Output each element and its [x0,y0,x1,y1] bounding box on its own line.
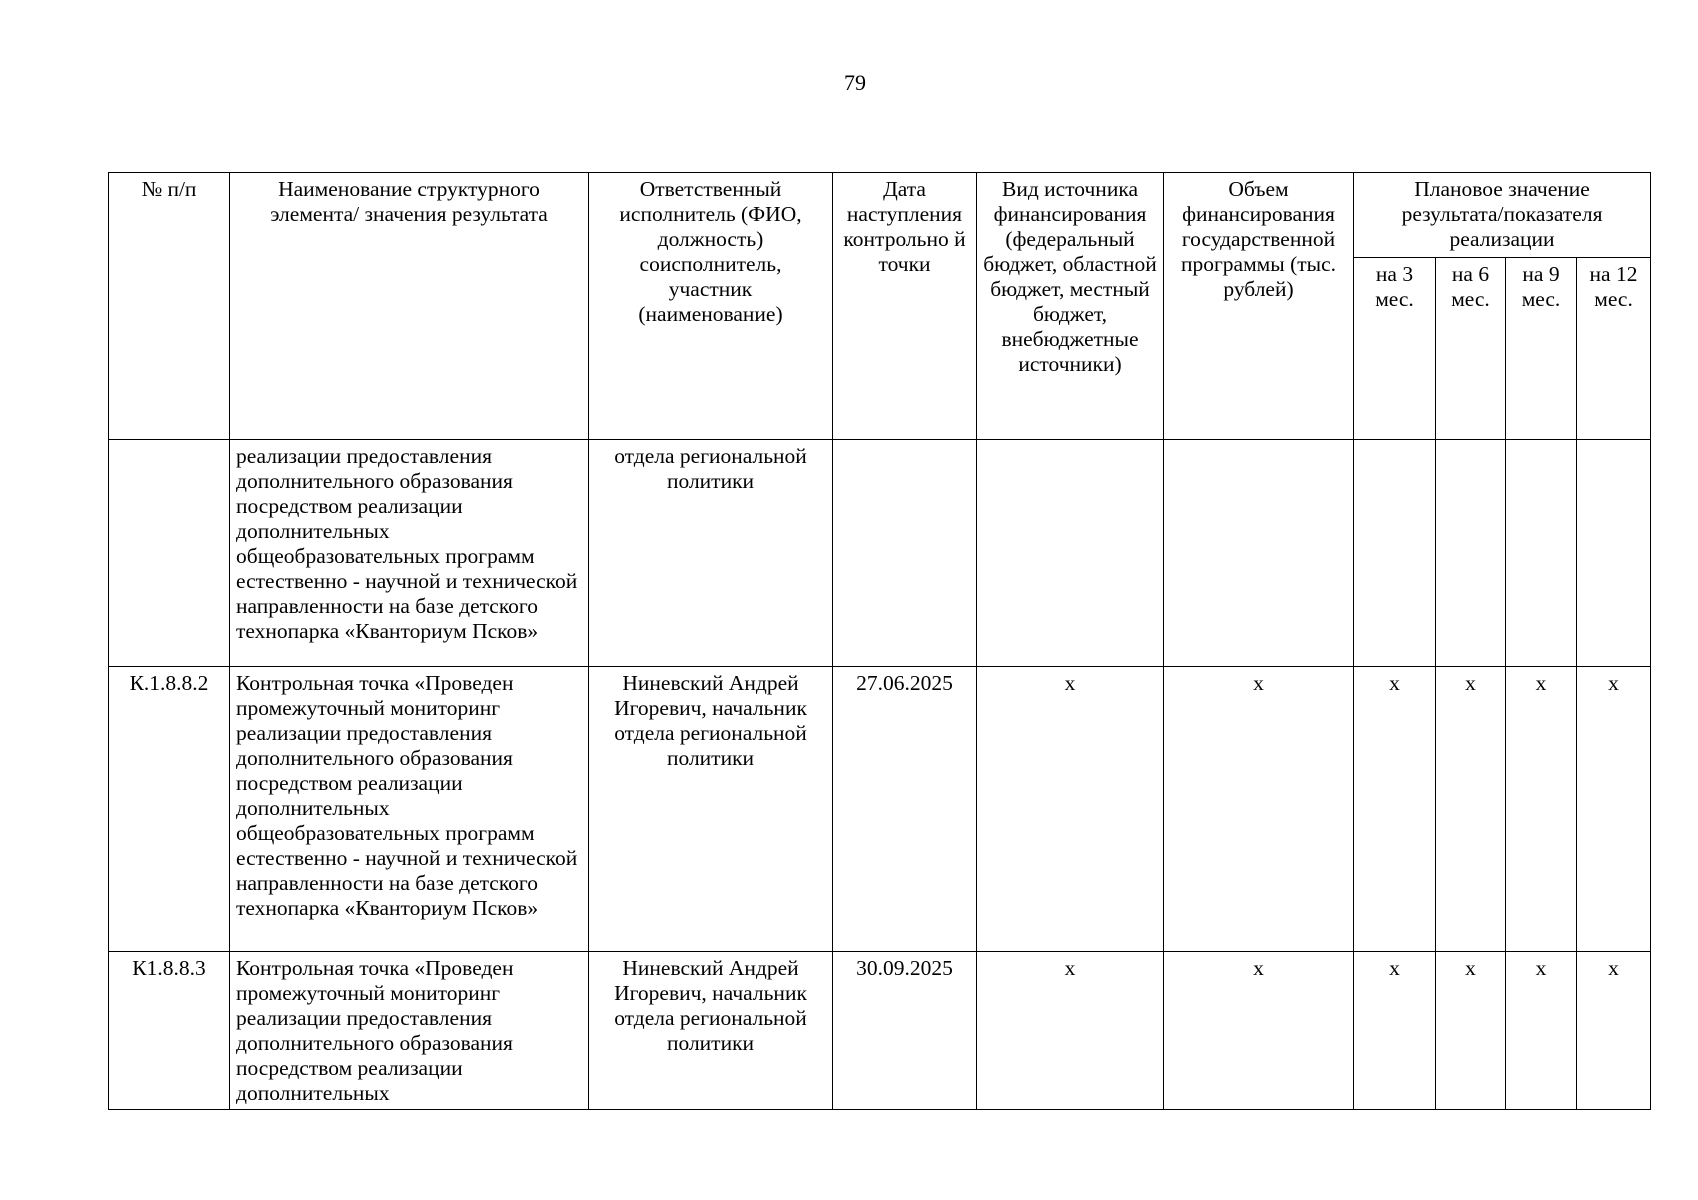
cell-m3: х [1354,667,1436,952]
header-volume: Объем финансирования государственной программы (тыс. рублей) [1164,173,1354,440]
cell-m6: х [1436,667,1506,952]
cell-m12: х [1577,667,1651,952]
cell-m12: х [1577,952,1651,1110]
cell-executor: Ниневский Андрей Игоревич, начальник отдела региональной политики [589,667,833,952]
cell-m9: х [1506,952,1577,1110]
cell-name: реализации предоставления дополнительного образования посредством реализации дополнительных общеобразовательных программ естественно - научной и технической направленности на базе детского технопарка «Кванториум Псков» [230,440,589,667]
header-date: Дата наступления контрольно й точки [833,173,977,440]
header-name: Наименование структурного элемента/ значения результата [230,173,589,440]
header-executor: Ответственный исполнитель (ФИО, должность) соисполнитель, участник (наименование) [589,173,833,440]
cell-num: К1.8.8.3 [109,952,230,1110]
cell-m3 [1354,440,1436,667]
cell-source: х [977,952,1164,1110]
cell-m9 [1506,440,1577,667]
cell-volume [1164,440,1354,667]
cell-name: Контрольная точка «Проведен промежуточный мониторинг реализации предоставления дополнительного образования посредством реализации дополнительных общеобразовательных программ естественно - научной и технической направленности на базе детского технопарка «Кванториум Псков» [230,667,589,952]
cell-m6 [1436,440,1506,667]
header-plan: Плановое значение результата/показателя реализации [1354,173,1651,258]
cell-volume: х [1164,667,1354,952]
page-number: 79 [844,70,866,95]
cell-date: 27.06.2025 [833,667,977,952]
cell-m12 [1577,440,1651,667]
plan-table [108,172,1651,1110]
header-m3: на 3 мес. [1354,258,1436,440]
table-row [109,667,1651,952]
cell-num [109,440,230,667]
table-row [109,440,1651,667]
header-num: № п/п [109,173,230,440]
cell-source [977,440,1164,667]
cell-volume: х [1164,952,1354,1110]
cell-m9: х [1506,667,1577,952]
header-m6: на 6 мес. [1436,258,1506,440]
cell-source: х [977,667,1164,952]
cell-m6: х [1436,952,1506,1110]
cell-executor: Ниневский Андрей Игоревич, начальник отдела региональной политики [589,952,833,1110]
header-row [109,173,1651,258]
cell-name: Контрольная точка «Проведен промежуточный мониторинг реализации предоставления дополнительного образования посредством реализации дополнительных [230,952,589,1110]
table-row [109,952,1651,1110]
header-source: Вид источника финансирования (федеральный бюджет, областной бюджет, местный бюджет, внебюджетные источники) [977,173,1164,440]
cell-m3: х [1354,952,1436,1110]
header-m9: на 9 мес. [1506,258,1577,440]
cell-date [833,440,977,667]
header-m12: на 12 мес. [1577,258,1651,440]
cell-date: 30.09.2025 [833,952,977,1110]
cell-num: К.1.8.8.2 [109,667,230,952]
cell-executor: отдела региональной политики [589,440,833,667]
